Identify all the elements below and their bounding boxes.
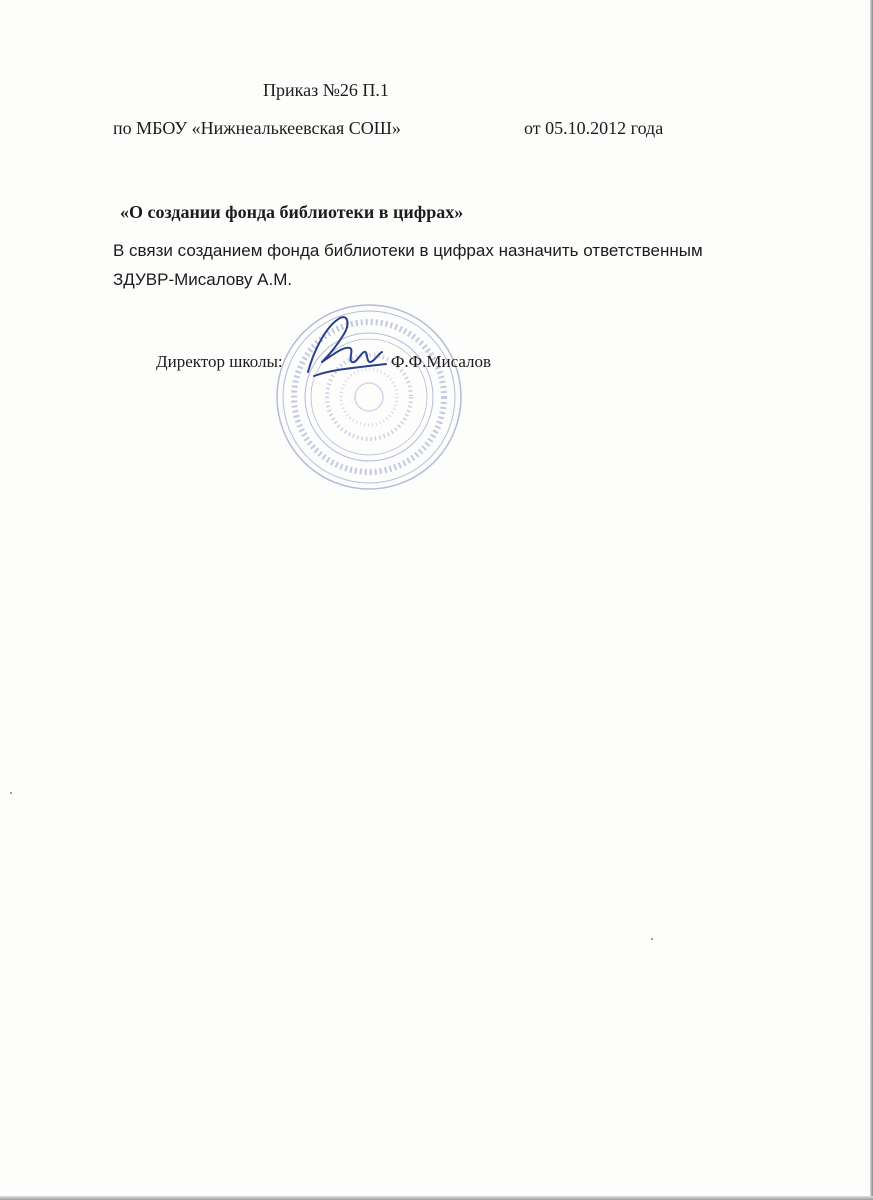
organization-line: по МБОУ «Нижнеалькеевская СОШ»: [113, 118, 401, 138]
order-date: от 05.10.2012 года: [524, 118, 664, 138]
order-body-line: В связи созданием фонда библиотеки в цифрах назначить ответственным: [113, 241, 703, 260]
director-name: Ф.Ф.Мисалов: [391, 352, 492, 371]
director-signature: [300, 310, 390, 385]
order-body-line: ЗДУВР-Мисалову А.М.: [113, 270, 293, 289]
scan-speck: [10, 792, 12, 794]
scan-edge-bottom: [0, 1196, 873, 1200]
order-subject: «О создании фонда библиотеки в цифрах»: [120, 202, 464, 222]
scan-speck: [651, 938, 653, 940]
director-label: Директор школы:: [156, 352, 283, 371]
order-title: Приказ №26 П.1: [263, 80, 389, 100]
